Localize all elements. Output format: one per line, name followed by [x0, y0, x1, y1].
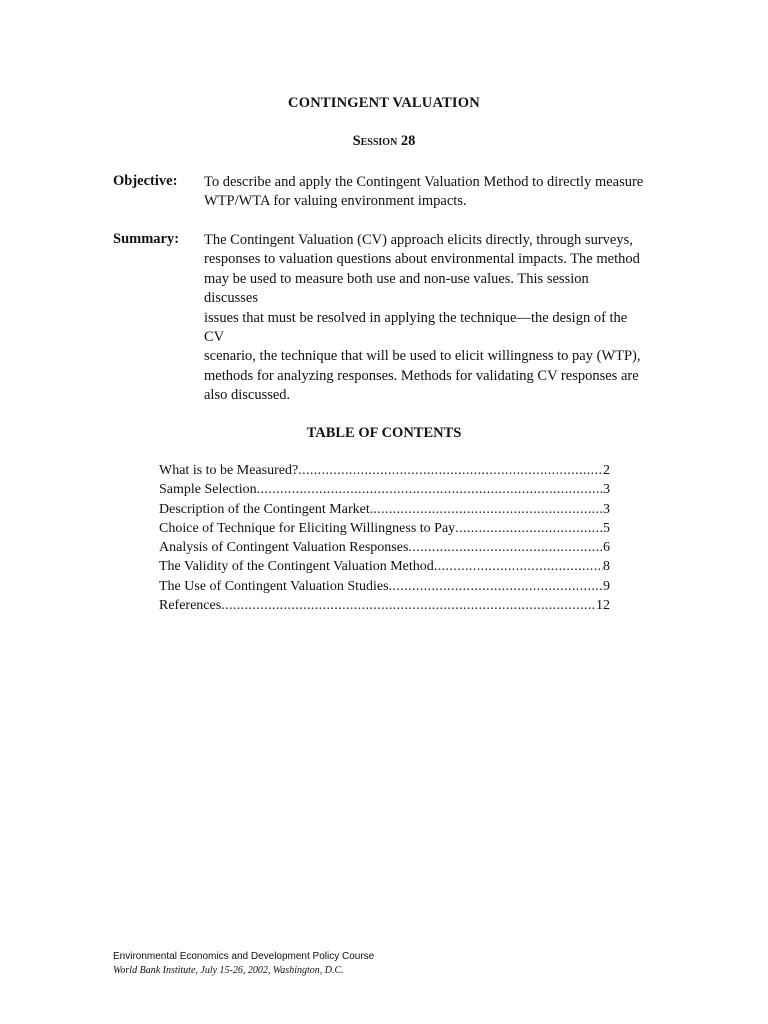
toc-entry[interactable]: [159, 519, 610, 538]
toc-entry-page: 8: [603, 559, 610, 575]
summary-text: [204, 231, 644, 406]
toc-entry-title: References: [159, 598, 222, 614]
summary-line: responses to valuation questions about environmental impacts. The method: [204, 251, 640, 268]
footer-event: World Bank Institute, July 15-26, 2002, Washington, D.C.: [113, 964, 344, 976]
toc-entry[interactable]: [159, 480, 610, 499]
summary-line: may be used to measure both use and non-use values. This session discusses: [204, 270, 589, 307]
toc-entry[interactable]: [159, 461, 610, 480]
toc-leader-dots: [408, 538, 603, 557]
toc-entry-title: Description of the Contingent Market.: [159, 501, 374, 517]
toc-leader-dots: [389, 577, 603, 596]
objective-text: [204, 173, 644, 212]
toc-leader-dots: [373, 500, 603, 519]
toc-heading: TABLE OF CONTENTS: [306, 425, 462, 441]
toc-entry-page: 5: [603, 520, 610, 536]
summary-line: issues that must be resolved in applying the technique—the design of the CV: [204, 309, 628, 346]
objective-label: Objective:: [113, 173, 178, 189]
summary-line: The Contingent Valuation (CV) approach elicits directly, through surveys,: [204, 232, 633, 248]
objective-line: To describe and apply the Contingent Valuation Method to directly measure: [204, 174, 644, 190]
summary-label: Summary:: [113, 231, 180, 247]
toc-entry[interactable]: [159, 557, 610, 576]
footer-course: Environmental Economics and Development Policy Course: [113, 951, 375, 962]
toc-entry-title: Analysis of Contingent Valuation Responses: [159, 540, 409, 556]
toc-entry-title: Choice of Technique for Eliciting Willingness to Pay: [159, 520, 456, 536]
summary-line: scenario, the technique that will be used to elicit willingness to pay (WTP),: [204, 348, 641, 365]
toc-entry-page: 12: [596, 598, 610, 614]
toc-entry[interactable]: [159, 577, 610, 596]
toc-entry-title: The Validity of the Contingent Valuation Method: [159, 559, 434, 575]
toc-entry-title: The Use of Contingent Valuation Studies: [159, 578, 389, 594]
objective-line: WTP/WTA for valuing environment impacts.: [204, 193, 467, 210]
toc-leader-dots: [434, 557, 603, 576]
session-number: Session 28: [352, 133, 416, 149]
toc-leader-dots: [455, 519, 603, 538]
toc-leader-dots: [298, 461, 603, 480]
toc-entry-title: Sample Selection: [159, 482, 257, 498]
toc-entry[interactable]: [159, 500, 610, 519]
document-title: CONTINGENT VALUATION: [288, 95, 480, 111]
page-footer: [113, 950, 374, 977]
toc-entry-page: 3: [603, 482, 610, 498]
toc-leader-dots: [221, 596, 596, 615]
summary-line: also discussed.: [204, 387, 291, 404]
toc-entry-page: 6: [603, 540, 610, 556]
toc-leader-dots: [257, 480, 603, 499]
table-of-contents: [159, 461, 610, 615]
toc-entry[interactable]: [159, 596, 610, 615]
toc-entry-page: 2: [603, 463, 610, 478]
toc-entry-title: What is to be Measured?: [159, 463, 299, 478]
summary-line: methods for analyzing responses. Methods for validating CV responses are: [204, 367, 639, 384]
toc-entry-page: 3: [603, 501, 610, 517]
toc-entry-page: 9: [603, 578, 610, 594]
toc-entry[interactable]: [159, 538, 610, 557]
